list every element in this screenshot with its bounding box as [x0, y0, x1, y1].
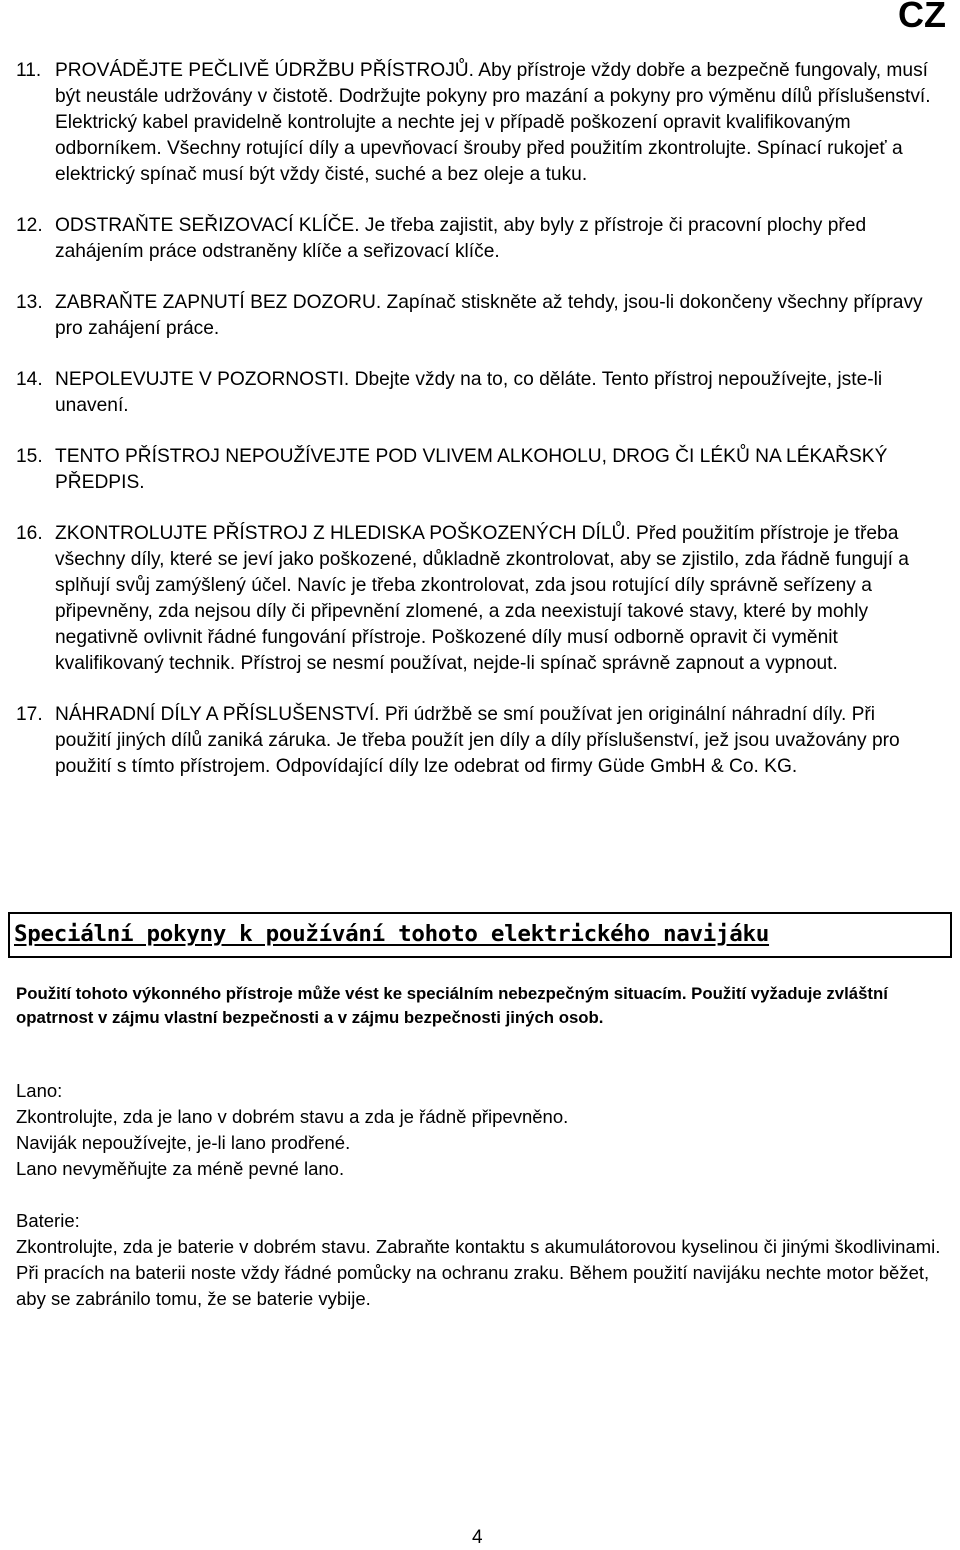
list-item [16, 213, 936, 265]
list-item [16, 58, 936, 188]
battery-text: Zkontrolujte, zda je baterie v dobrém stavu. Zabraňte kontaktu s akumulátorovou kyselinou či jinými škodlivinami. Při pracích na baterii noste vždy řádné pomůcky na ochranu zraku. Během použití navijáku nechte motor běžet, aby se zabránilo tomu, že se baterie vybije. [16, 1236, 941, 1309]
battery-heading: Baterie: [16, 1210, 80, 1231]
item-number: 17. [16, 704, 43, 725]
rope-line: Naviják nepoužívejte, je-li lano prodřené. [16, 1132, 351, 1153]
section-title: Speciální pokyny k používání tohoto elektrického navijáku [14, 921, 770, 947]
item-text: ODSTRAŇTE SEŘIZOVACÍ KLÍČE. Je třeba zajistit, aby byly z přístroje či pracovní plochy před zahájením práce odstraněny klíče a seřizovací klíče. [55, 215, 867, 262]
rope-section [16, 1078, 946, 1182]
rope-line: Lano nevyměňujte za méně pevné lano. [16, 1158, 345, 1179]
item-number: 12. [16, 215, 43, 236]
list-item [16, 444, 936, 496]
item-number: 15. [16, 446, 43, 467]
item-text: NÁHRADNÍ DÍLY A PŘÍSLUŠENSTVÍ. Při údržbě se smí používat jen originální náhradní díly. Při použití jiných dílů zaniká záruka. Je třeba použít jen díly a díly příslušenství, jež jsou uvažovány pro použití s tímto přístrojem. Odpovídající díly lze odebrat od firmy Güde GmbH & Co. KG. [55, 704, 900, 777]
language-code: CZ [898, 0, 946, 35]
item-number: 11. [16, 60, 42, 81]
item-number: 16. [16, 523, 43, 544]
list-item [16, 367, 936, 419]
item-text: PROVÁDĚJTE PEČLIVĚ ÚDRŽBU PŘÍSTROJŮ. Aby přístroje vždy dobře a bezpečně fungovaly, musí být neustále udržovány v čistotě. Dodržujte pokyny pro mazání a pokyny pro výměnu dílů příslušenství. Elektrický kabel pravidelně kontrolujte a nechte jej v případě poškození opravit kvalifikovaným odborníkem. Všechny rotující díly a upevňovací šrouby před použitím zkontrolujte. Spínací rukojeť a elektrický spínač musí být vždy čisté, suché a bez oleje a tuku. [55, 60, 931, 185]
item-text: ZKONTROLUJTE PŘÍSTROJ Z HLEDISKA POŠKOZENÝCH DÍLŮ. Před použitím přístroje je třeba všechny díly, které se jeví jako poškozené, důkladně zkontrolovat, aby se zjistilo, zda řádně fungují a splňují svůj zamýšlený účel. Navíc je třeba zkontrolovat, zda jsou rotující díly správně seřízeny a připevněny, zda nejsou díly či připevnění zlomené, a zda neexistují takové stavy, které by mohly negativně ovlivnit řádné fungování přístroje. Poškozené díly musí odborně opravit či vyměnit kvalifikovaný technik. Přístroj se nesmí používat, nejde-li spínač správně zapnout a vypnout. [55, 523, 909, 674]
rope-line: Zkontrolujte, zda je lano v dobrém stavu a zda je řádně připevněno. [16, 1106, 569, 1127]
battery-section [16, 1208, 946, 1312]
item-text: TENTO PŘÍSTROJ NEPOUŽÍVEJTE POD VLIVEM ALKOHOLU, DROG ČI LÉKŮ NA LÉKAŘSKÝ PŘEDPIS. [55, 446, 888, 493]
special-intro: Použití tohoto výkonného přístroje může vést ke speciálním nebezpečným situacím. Použití vyžaduje zvláštní opatrnost v zájmu vlastní bezpečnosti a v zájmu bezpečnosti jiných osob. [16, 984, 888, 1027]
item-number: 14. [16, 369, 43, 390]
item-text: ZABRAŇTE ZAPNUTÍ BEZ DOZORU. Zapínač stiskněte až tehdy, jsou-li dokončeny všechny přípravy pro zahájení práce. [55, 292, 923, 339]
item-number: 13. [16, 292, 43, 313]
page-number: 4 [472, 1527, 483, 1548]
safety-instructions-list [16, 58, 936, 805]
list-item [16, 290, 936, 342]
list-item [16, 702, 936, 780]
rope-heading: Lano: [16, 1080, 63, 1101]
list-item [16, 521, 936, 677]
item-text: NEPOLEVUJTE V POZORNOSTI. Dbejte vždy na to, co děláte. Tento přístroj nepoužívejte, jste-li unavení. [55, 369, 883, 416]
